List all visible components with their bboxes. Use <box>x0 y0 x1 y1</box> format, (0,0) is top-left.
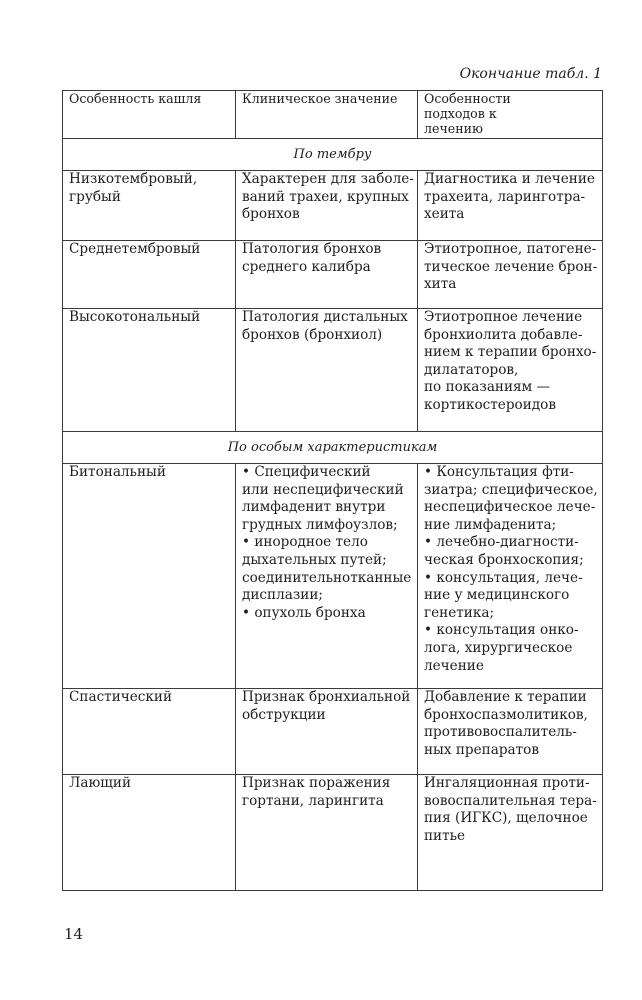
header-row <box>63 91 603 139</box>
treatment-line: нием к терапии бронхо- <box>424 344 597 361</box>
table-row <box>63 171 603 241</box>
treatment-line: лога, хирургическое <box>424 639 573 656</box>
feature-line: Спастический <box>69 689 173 705</box>
cough-table <box>62 90 603 891</box>
table-row <box>63 241 603 309</box>
clinical-line: лимфаденит внутри <box>242 499 386 516</box>
feature-cell <box>63 309 236 432</box>
treatment-line: кортикостероидов <box>424 396 556 413</box>
clinical-cell <box>236 309 418 432</box>
clinical-cell <box>236 689 418 775</box>
treatment-line: генетика; <box>424 604 495 621</box>
clinical-line: Патология дистальных <box>242 309 408 325</box>
feature-line: Среднетембровый <box>69 241 201 257</box>
treatment-line: • лечебно-диагности- <box>424 534 579 551</box>
feature-line: грубый <box>69 188 121 205</box>
table-row <box>63 775 603 891</box>
treatment-line: по показаниям — <box>424 379 551 396</box>
treatment-cell <box>418 689 603 775</box>
treatment-line: питье <box>424 827 466 844</box>
treatment-line: дилататоров, <box>424 361 519 378</box>
treatment-line: • консультация, лече- <box>424 569 583 586</box>
treatment-cell <box>418 309 603 432</box>
clinical-line: дыхательных путей; <box>242 551 387 568</box>
page-number: 14 <box>64 925 84 943</box>
clinical-line: или неспецифический <box>242 481 404 498</box>
clinical-line: грудных лимфоузлов; <box>242 516 398 533</box>
clinical-line: Характерен для заболе- <box>242 171 414 187</box>
feature-cell <box>63 464 236 689</box>
clinical-cell <box>236 464 418 689</box>
feature-cell <box>63 689 236 775</box>
treatment-line: ние лимфаденита; <box>424 516 557 533</box>
treatment-line: • Консультация фти- <box>424 464 574 480</box>
table-row <box>63 689 603 775</box>
table-body <box>63 139 603 891</box>
treatment-line: Этиотропное лечение <box>424 309 583 325</box>
treatment-line: • консультация онко- <box>424 622 579 639</box>
section-row <box>63 139 603 171</box>
treatment-line: противовоспалитель- <box>424 724 577 741</box>
treatment-line: ние у медицинского <box>424 587 570 604</box>
clinical-line: бронхов (бронхиол) <box>242 326 383 343</box>
feature-line: Низкотембровый, <box>69 171 198 187</box>
header-clinical: Клиническое значение <box>236 91 418 139</box>
table-row <box>63 464 603 689</box>
treatment-cell <box>418 171 603 241</box>
section-row <box>63 432 603 464</box>
feature-line: Высокотональный <box>69 309 201 325</box>
treatment-line: лечение <box>424 657 484 674</box>
clinical-line: • опухоль бронха <box>242 604 366 621</box>
treatment-line: неспецифическое лече- <box>424 499 596 516</box>
header-feature: Особенность кашля <box>63 91 236 139</box>
treatment-line: тическое лечение брон- <box>424 258 598 275</box>
treatment-line: ческая бронхоскопия; <box>424 551 584 568</box>
clinical-cell <box>236 775 418 891</box>
treatment-cell <box>418 775 603 891</box>
treatment-line: зиатра; специфическое, <box>424 481 598 498</box>
clinical-line: гортани, ларингита <box>242 792 384 809</box>
treatment-line: Добавление к терапии <box>424 689 587 705</box>
treatment-line: хита <box>424 276 457 293</box>
treatment-cell <box>418 241 603 309</box>
section-title: По тембру <box>63 139 603 171</box>
clinical-line: обструкции <box>242 706 326 723</box>
feature-cell <box>63 171 236 241</box>
treatment-line: бронхоспазмолитиков, <box>424 706 588 723</box>
section-title: По особым характеристикам <box>63 432 603 464</box>
clinical-cell <box>236 241 418 309</box>
treatment-line: Диагностика и лечение <box>424 171 595 187</box>
clinical-line: соединительнотканные <box>242 569 412 586</box>
feature-cell <box>63 241 236 309</box>
clinical-line: Признак бронхиальной <box>242 689 411 705</box>
clinical-line: • инородное тело <box>242 534 368 551</box>
feature-line: Лающий <box>69 775 132 791</box>
treatment-line: бронхиолита добавле- <box>424 326 583 343</box>
table-row <box>63 309 603 432</box>
clinical-cell <box>236 171 418 241</box>
clinical-line: Признак поражения <box>242 775 391 791</box>
treatment-line: пия (ИГКС), щелочное <box>424 810 588 827</box>
treatment-cell <box>418 464 603 689</box>
treatment-line: Ингаляционная проти- <box>424 775 590 791</box>
header-treatment <box>418 91 603 139</box>
treatment-line: хеита <box>424 206 465 223</box>
clinical-line: Патология бронхов <box>242 241 382 257</box>
table-caption: Окончание табл. 1 <box>459 66 602 82</box>
clinical-line: • Специфический <box>242 464 371 480</box>
clinical-line: дисплазии; <box>242 587 323 604</box>
treatment-line: вовоспалительная тера- <box>424 792 597 809</box>
treatment-line: трахеита, ларинготра- <box>424 188 586 205</box>
clinical-line: бронхов <box>242 206 300 223</box>
treatment-line: ных препаратов <box>424 741 540 758</box>
treatment-line: Этиотропное, патогене- <box>424 241 597 257</box>
clinical-line: среднего калибра <box>242 258 371 275</box>
header-treatment-text: Особенности подходов к лечению <box>424 91 511 136</box>
feature-line: Битональный <box>69 464 166 480</box>
feature-cell <box>63 775 236 891</box>
clinical-line: ваний трахеи, крупных <box>242 188 409 205</box>
